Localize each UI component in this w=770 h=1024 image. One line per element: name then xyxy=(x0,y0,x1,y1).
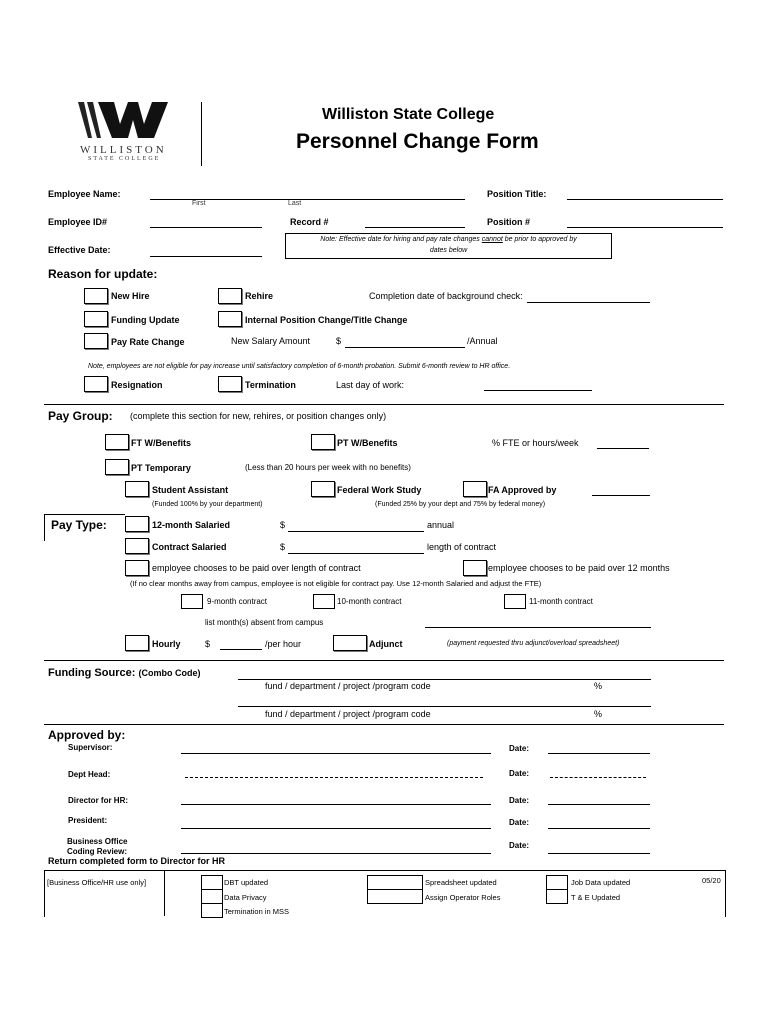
termination-mss-checkbox[interactable] xyxy=(201,903,223,918)
president-signature-field[interactable] xyxy=(181,828,491,829)
paid-over-12-label: employee chooses to be paid over 12 months xyxy=(488,563,670,573)
position-number-label: Position # xyxy=(487,217,531,227)
student-funding-note: (Funded 100% by your department) xyxy=(152,501,263,508)
last-name-hint: Last xyxy=(288,200,302,207)
month-11-label: 11-month contract xyxy=(529,597,593,606)
month-10-label: 10-month contract xyxy=(337,597,402,606)
dept-head-label: Dept Head: xyxy=(68,770,111,779)
return-note: Return completed form to Director for HR xyxy=(48,856,226,866)
new-salary-label: New Salary Amount xyxy=(231,336,311,346)
fte-label: % FTE or hours/week xyxy=(492,438,579,448)
director-hr-date-label: Date: xyxy=(509,796,530,805)
form-version: 05/20 xyxy=(702,876,721,885)
office-use-label: [Business Office/HR use only] xyxy=(47,878,147,887)
supervisor-date-field[interactable] xyxy=(548,753,650,754)
ft-benefits-label: FT W/Benefits xyxy=(131,438,191,448)
salary-annual-label: /Annual xyxy=(467,336,498,346)
pt-benefits-label: PT W/Benefits xyxy=(337,438,398,448)
college-logo xyxy=(78,100,174,164)
logo-name: WILLISTON xyxy=(80,144,167,156)
hourly-label: Hourly xyxy=(152,639,181,649)
paid-over-12-checkbox[interactable] xyxy=(463,560,487,576)
supervisor-signature-field[interactable] xyxy=(181,753,491,754)
effective-date-label: Effective Date: xyxy=(48,245,111,255)
job-data-checkbox[interactable] xyxy=(546,875,568,890)
pay-type-heading: Pay Type: xyxy=(51,518,107,532)
president-label: President: xyxy=(68,816,108,825)
coding-review-label: Coding Review: xyxy=(67,847,128,856)
hourly-rate-field[interactable] xyxy=(220,649,262,650)
new-hire-label: New Hire xyxy=(111,291,150,301)
logo-mark-icon xyxy=(78,100,174,140)
header-divider xyxy=(201,102,202,166)
hourly-dollar: $ xyxy=(205,639,211,649)
funding-heading-text: Funding Source: xyxy=(48,667,136,679)
note-text-pre: Note: Effective date for hiring and pay rate changes xyxy=(320,236,482,243)
federal-work-study-label: Federal Work Study xyxy=(337,485,422,495)
funding-update-label: Funding Update xyxy=(111,315,180,325)
dept-head-date-field[interactable] xyxy=(550,777,646,778)
first-name-hint: First xyxy=(192,200,206,207)
termination-label: Termination xyxy=(245,380,296,390)
resignation-label: Resignation xyxy=(111,380,163,390)
approved-heading: Approved by: xyxy=(48,728,126,742)
president-date-field[interactable] xyxy=(548,828,650,829)
probation-note: Note, employees are not eligible for pay increase until satisfactory completion of 6-month probation. Submit 6-month review to HR office. xyxy=(88,363,511,370)
fte-field[interactable] xyxy=(597,448,649,449)
college-name: Williston State College xyxy=(322,106,495,123)
clear-months-note: (If no clear months away from campus, employee is not eligible for contract pay. Use 12-month Salaried and adjust the FTE) xyxy=(130,579,542,588)
student-assistant-checkbox[interactable] xyxy=(125,481,149,497)
paid-over-length-checkbox[interactable] xyxy=(125,560,149,576)
hourly-checkbox[interactable] xyxy=(125,635,149,651)
section-divider xyxy=(44,724,724,725)
supervisor-date-label: Date: xyxy=(509,744,530,753)
business-office-signature-field[interactable] xyxy=(181,853,491,854)
pay-rate-change-checkbox[interactable] xyxy=(84,333,108,349)
funding-line-1-field[interactable] xyxy=(238,679,651,680)
director-hr-date-field[interactable] xyxy=(548,804,650,805)
record-label: Record # xyxy=(290,217,329,227)
salaried-12-amount-field[interactable] xyxy=(288,531,424,532)
dept-head-date-label: Date: xyxy=(509,769,530,778)
salaried-12-annual: annual xyxy=(427,520,455,530)
pt-temporary-note: (Less than 20 hours per week with no benefits) xyxy=(245,463,411,472)
reason-heading: Reason for update: xyxy=(48,267,158,281)
contract-salaried-label: Contract Salaried xyxy=(152,542,227,552)
background-check-label: Completion date of background check: xyxy=(369,291,523,301)
funding-update-checkbox[interactable] xyxy=(84,311,108,327)
te-updated-checkbox[interactable] xyxy=(546,889,568,904)
data-privacy-label: Data Privacy xyxy=(224,893,267,902)
position-title-label: Position Title: xyxy=(487,189,547,199)
absent-months-label: list month(s) absent from campus xyxy=(205,618,324,627)
salaried-12-checkbox[interactable] xyxy=(125,516,149,532)
new-salary-field[interactable] xyxy=(345,347,465,348)
data-privacy-checkbox[interactable] xyxy=(201,889,223,904)
logo-subtitle: STATE COLLEGE xyxy=(88,156,161,162)
month-9-label: 9-month contract xyxy=(207,597,268,606)
business-office-date-field[interactable] xyxy=(548,853,650,854)
absent-months-field[interactable] xyxy=(425,627,651,628)
paid-over-length-label: employee chooses to be paid over length of contract xyxy=(152,563,361,573)
adjunct-checkbox[interactable] xyxy=(333,635,367,651)
funding-heading xyxy=(48,667,200,679)
fws-funding-note: (Funded 25% by your dept and 75% by federal money) xyxy=(375,501,546,508)
supervisor-label: Supervisor: xyxy=(68,743,113,752)
position-number-field[interactable] xyxy=(567,227,723,228)
fa-approved-checkbox[interactable] xyxy=(463,481,487,497)
note-text-post: be prior to approved by xyxy=(502,236,577,243)
contract-length-label: length of contract xyxy=(427,542,497,552)
month-9-checkbox[interactable] xyxy=(181,594,203,609)
dbt-updated-label: DBT updated xyxy=(224,878,269,887)
office-use-divider xyxy=(164,870,165,916)
spreadsheet-updated-label: Spreadsheet updated xyxy=(425,878,497,887)
fa-approved-label: FA Approved by xyxy=(488,485,557,495)
section-divider xyxy=(44,404,724,405)
te-updated-label: T & E Updated xyxy=(571,893,621,902)
rehire-checkbox[interactable] xyxy=(218,288,242,304)
combo-code-label: (Combo Code) xyxy=(138,668,201,678)
month-10-checkbox[interactable] xyxy=(313,594,335,609)
dbt-updated-checkbox[interactable] xyxy=(201,875,223,890)
page-title: Personnel Change Form xyxy=(296,130,539,153)
adjunct-label: Adjunct xyxy=(369,639,403,649)
section-divider xyxy=(44,660,724,661)
internal-change-checkbox[interactable] xyxy=(218,311,242,327)
salary-dollar-sign: $ xyxy=(336,336,342,346)
pay-group-instruction: (complete this section for new, rehires, or position changes only) xyxy=(130,411,387,421)
director-hr-signature-field[interactable] xyxy=(181,804,491,805)
position-title-field[interactable] xyxy=(567,199,723,200)
business-office-date-label: Date: xyxy=(509,841,530,850)
business-office-label: Business Office xyxy=(67,837,128,846)
president-date-label: Date: xyxy=(509,818,530,827)
note-cannot: cannot xyxy=(481,236,503,243)
per-hour-label: /per hour xyxy=(265,639,302,649)
assign-roles-checkbox[interactable] xyxy=(367,889,423,904)
employee-id-label: Employee ID# xyxy=(48,217,108,227)
spreadsheet-updated-checkbox[interactable] xyxy=(367,875,423,890)
termination-checkbox[interactable] xyxy=(218,376,242,392)
salaried-12-dollar: $ xyxy=(280,520,286,530)
employee-id-field[interactable] xyxy=(150,227,262,228)
funding-pct-2: % xyxy=(594,709,603,719)
dept-head-signature-field[interactable] xyxy=(185,777,483,778)
effective-date-note xyxy=(285,233,612,259)
ft-benefits-checkbox[interactable] xyxy=(105,434,129,450)
student-assistant-label: Student Assistant xyxy=(152,485,229,495)
assign-roles-label: Assign Operator Roles xyxy=(425,893,501,902)
note-line2: dates below xyxy=(429,247,468,254)
director-hr-label: Director for HR: xyxy=(68,796,129,805)
employee-name-label: Employee Name: xyxy=(48,189,121,199)
new-hire-checkbox[interactable] xyxy=(84,288,108,304)
month-11-checkbox[interactable] xyxy=(504,594,526,609)
last-day-label: Last day of work: xyxy=(336,380,405,390)
funding-line-2-field[interactable] xyxy=(238,706,651,707)
rehire-label: Rehire xyxy=(245,291,274,301)
resignation-checkbox[interactable] xyxy=(84,376,108,392)
contract-dollar: $ xyxy=(280,542,286,552)
adjunct-note: (payment requested thru adjunct/overload spreadsheet) xyxy=(447,640,620,647)
fa-approved-field[interactable] xyxy=(592,495,650,496)
contract-salaried-checkbox[interactable] xyxy=(125,538,149,554)
salaried-12-label: 12-month Salaried xyxy=(152,520,231,530)
effective-date-field[interactable] xyxy=(150,256,262,257)
internal-change-label: Internal Position Change/Title Change xyxy=(245,315,408,325)
pay-group-heading: Pay Group: xyxy=(48,409,113,423)
federal-work-study-checkbox[interactable] xyxy=(311,481,335,497)
last-day-field[interactable] xyxy=(484,390,592,391)
record-field[interactable] xyxy=(365,227,465,228)
contract-amount-field[interactable] xyxy=(288,553,424,554)
funding-pct-1: % xyxy=(594,681,603,691)
pt-temporary-checkbox[interactable] xyxy=(105,459,129,475)
pt-temporary-label: PT Temporary xyxy=(131,463,191,473)
background-check-date-field[interactable] xyxy=(527,302,650,303)
job-data-label: Job Data updated xyxy=(571,878,631,887)
funding-code-label-1: fund / department / project /program code xyxy=(265,681,431,691)
termination-mss-label: Termination in MSS xyxy=(224,907,290,916)
pay-rate-change-label: Pay Rate Change xyxy=(111,337,185,347)
pt-benefits-checkbox[interactable] xyxy=(311,434,335,450)
funding-code-label-2: fund / department / project /program code xyxy=(265,709,431,719)
